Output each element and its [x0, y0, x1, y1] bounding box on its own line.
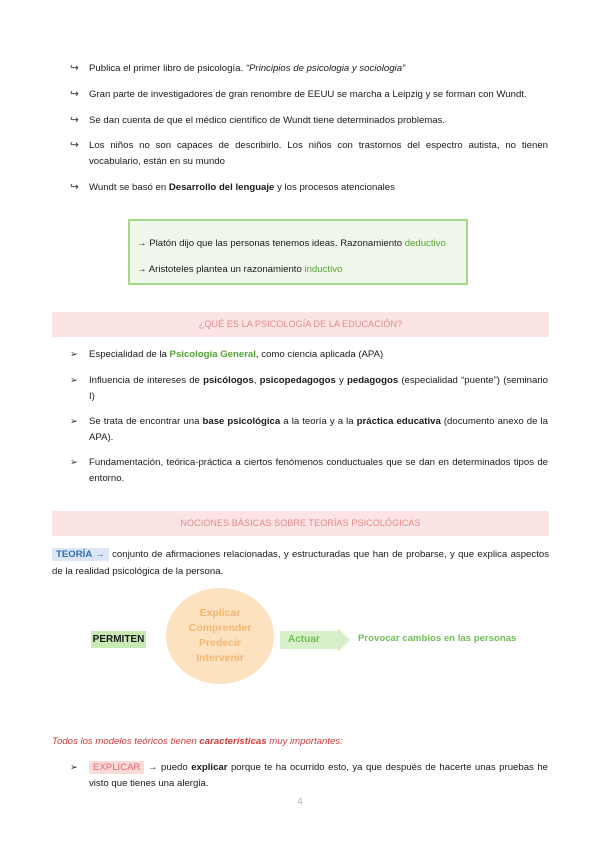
- item-text: Los niños no son capaces de describirlo. Los niños con trastornos del espectro autista, no tienen vocabulario, están en su mundo: [89, 140, 548, 167]
- list-item: ➢ Se trata de encontrar una base psicológica a la teoría y a la práctica educativa (documento anexo de la APA).: [70, 416, 549, 443]
- hook-arrow-icon: ↪: [70, 62, 79, 74]
- hook-arrow-icon: ↪: [70, 181, 79, 193]
- bold-term: Desarrollo del lenguaje: [168, 182, 275, 193]
- teoria-tag: TEORÍA →: [52, 548, 109, 561]
- page-number: 4: [297, 796, 303, 807]
- list-item: [70, 61, 548, 77]
- permiten-label: PERMITEN: [91, 631, 146, 648]
- functions-circle: [166, 588, 274, 684]
- hook-arrow-icon: ↪: [70, 88, 79, 100]
- actuar-label: Actuar: [288, 634, 320, 645]
- list-item: [70, 180, 548, 196]
- inductivo-term: inductivo: [304, 264, 343, 275]
- list-item: [70, 87, 548, 103]
- circle-item: Comprender: [188, 622, 252, 634]
- deductivo-term: deductivo: [404, 238, 446, 249]
- item-text: y los procesos atencionales: [274, 182, 395, 193]
- box-line-aristoteles: → Aristoteles plantea un razonamiento inductivo: [137, 264, 343, 275]
- reasoning-box: [128, 219, 468, 285]
- psicologia-general-term: Psicología General: [169, 349, 256, 360]
- list-item: [70, 113, 548, 129]
- circle-item: Explicar: [199, 607, 241, 619]
- arrowhead-bullet-icon: ➢: [70, 457, 79, 468]
- list-item: ➢ Influencia de intereses de psicólogos, psicopedagogos y pedagogos (especialidad “puente”) (seminario I): [70, 375, 548, 402]
- arrowhead-bullet-icon: ➢: [70, 349, 79, 360]
- arrowhead-bullet-icon: ➢: [70, 375, 79, 386]
- circle-item: Predecir: [198, 637, 242, 649]
- section-heading: ¿QUÉ ES LA PSICOLOGÍA DE LA EDUCACIÓN?: [52, 312, 549, 337]
- arrowhead-bullet-icon: ➢: [70, 416, 79, 427]
- arrowhead-bullet-icon: ➢: [70, 762, 79, 773]
- box-line-plato: → Platón dijo que las personas tenemos ideas. Razonamiento deductivo: [137, 238, 446, 249]
- provocar-label: Provocar cambios en las personas: [358, 633, 517, 644]
- models-note: Todos los modelos teóricos tienen características muy importantes:: [52, 736, 343, 747]
- book-title: “Principios de psicologia y sociologia”: [245, 63, 406, 74]
- teoria-definition: TEORÍA → conjunto de afirmaciones relacionadas, y estructuradas que han de probarse, y que explica aspectos de la realidad psicológica de la persona.: [52, 549, 549, 577]
- item-text: Se dan cuenta de que el médico científico de Wundt tiene determinados problemas.: [89, 115, 446, 126]
- explicar-tag: EXPLICAR: [89, 761, 144, 774]
- hook-arrow-icon: ↪: [70, 114, 79, 126]
- section-heading: NOCIONES BÁSICAS SOBRE TEORÍAS PSICOLÓGICAS: [52, 511, 549, 536]
- list-item: [70, 138, 548, 169]
- item-text: Publica el primer libro de psicología.: [89, 63, 246, 74]
- list-item: ➢ EXPLICAR → puedo explicar porque te ha ocurrido esto, ya que después de hacerte unas pruebas he visto que tienes una alergia.: [70, 762, 548, 789]
- circle-item: Intervenir: [196, 652, 244, 664]
- hook-arrow-icon: ↪: [70, 139, 79, 151]
- list-item: ➢ Especialidad de la Psicología General, como ciencia aplicada (APA): [70, 347, 548, 363]
- item-text: Wundt se basó en: [89, 182, 169, 193]
- item-text: Gran parte de investigadores de gran renombre de EEUU se marcha a Leipzig y se forman con Wundt.: [89, 89, 527, 100]
- list-item: ➢ Fundamentación, teórica-práctica a ciertos fenómenos conductuales que se dan en determinados tipos de entorno.: [70, 457, 548, 484]
